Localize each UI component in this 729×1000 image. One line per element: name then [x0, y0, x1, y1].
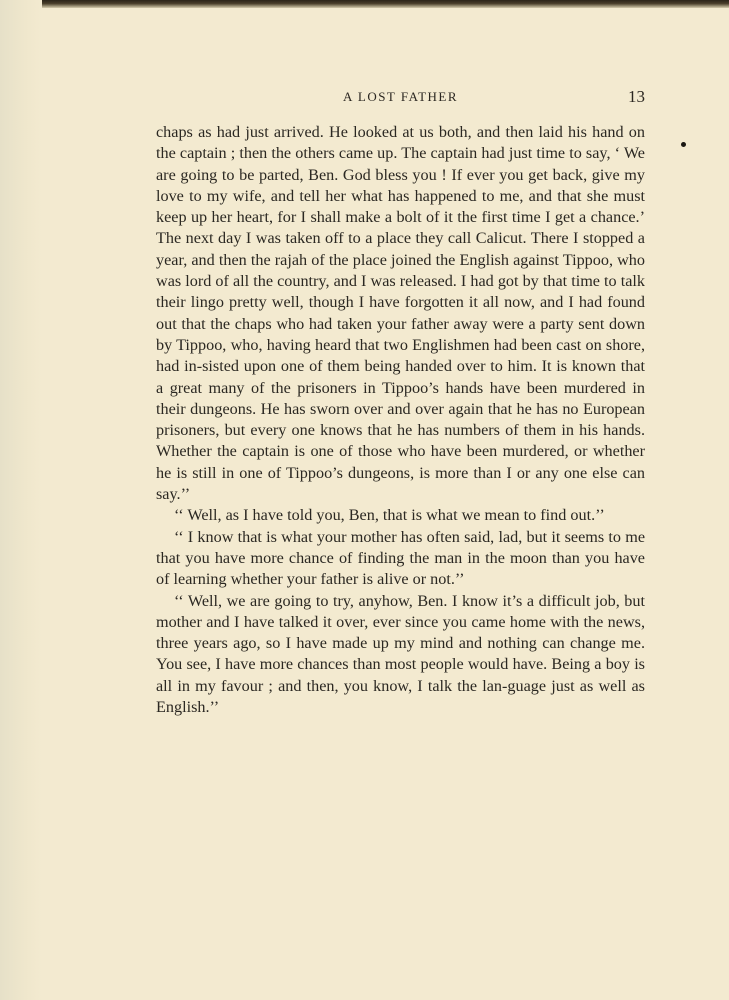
running-title: A LOST FATHER	[342, 89, 459, 104]
page-number: 13	[628, 87, 645, 106]
page-header	[156, 87, 645, 107]
paragraph: ‘‘ I know that is what your mother has often said, lad, but it seems to me that you have more chance of finding the man in the moon than you have of learning whether your father is alive or not.’’	[156, 527, 645, 589]
page-top-edge	[0, 0, 729, 8]
paragraph: ‘‘ Well, as I have told you, Ben, that is what we mean to find out.’’	[174, 506, 605, 525]
page-gutter	[0, 0, 42, 1000]
body-text	[156, 122, 645, 718]
ink-dot	[681, 142, 686, 147]
paragraph: chaps as had just arrived. He looked at us both, and then laid his hand on the captain ; then the others came up. The captain had just time to say, ‘ We are going to be parted, Ben. God bless you ! If ever you get back, give my love to my wife, and tell her what has happened to me, and that she must keep up her heart, for I shall make a bolt of it the first time I get a chance.’ The next day I was taken off to a place they call Calicut. There I stopped a year, and then the rajah of the place joined the English against Tippoo, who was lord of all the country, and I was released. I had got by that time to talk their lingo pretty well, though I have forgotten it all now, and I had found out that the chaps who had taken your father away were a party sent down by Tippoo, who, having heard that two Englishmen had been cast on shore, had in-sisted upon one of them being handed over to him. It is known that a great many of the prisoners in Tippoo’s hands have been murdered in their dungeons. He has sworn over and over again that he has no European prisoners, but every one knows that he has numbers of them in his hands. Whether the captain is one of those who have been murdered, or whether he is still in one of Tippoo’s dungeons, is more than I or any one else can say.’’	[156, 123, 645, 504]
paragraph: ‘‘ Well, we are going to try, anyhow, Ben. I know it’s a difficult job, but mother and I have talked it over, ever since you came home with the news, three years ago, so I have made up my mind and nothing can change me. You see, I have more chances than most people would have. Being a boy is all in my favour ; and then, you know, I talk the lan-guage just as well as English.’’	[156, 591, 645, 717]
